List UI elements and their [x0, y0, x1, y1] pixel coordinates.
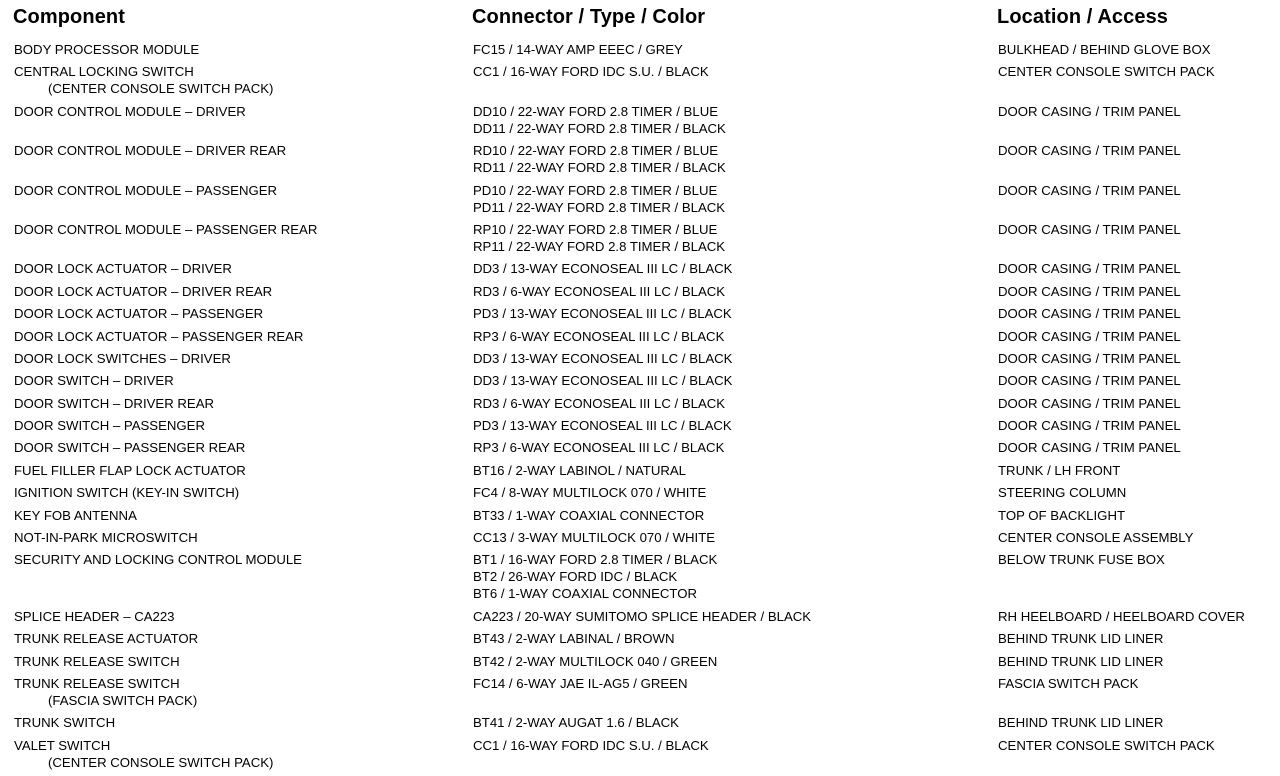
connector-cell: [473, 372, 732, 389]
connector-cell-line: BT41 / 2-WAY AUGAT 1.6 / BLACK: [473, 715, 679, 731]
component-cell: [14, 714, 115, 731]
table-row: [0, 653, 1280, 675]
connector-cell: [473, 63, 709, 80]
table-row: [0, 103, 1280, 142]
connector-cell: [473, 653, 717, 670]
connector-cell: [473, 260, 732, 277]
location-cell: [998, 41, 1211, 58]
table-row: [0, 142, 1280, 181]
table-row: [0, 305, 1280, 327]
connector-cell: [473, 675, 687, 692]
table-row: [0, 221, 1280, 260]
component-cell-line: NOT-IN-PARK MICROSWITCH: [14, 530, 198, 546]
table-row: [0, 372, 1280, 394]
component-cell-line: DOOR LOCK ACTUATOR – PASSENGER REAR: [14, 328, 304, 344]
connector-cell-line: BT42 / 2-WAY MULTILOCK 040 / GREEN: [473, 653, 718, 669]
location-cell-line: DOOR CASING / TRIM PANEL: [998, 328, 1181, 344]
component-cell: [14, 417, 205, 434]
location-cell: [998, 260, 1181, 277]
connector-cell-line: DD3 / 13-WAY ECONOSEAL III LC / BLACK: [473, 350, 733, 366]
location-cell-line: BELOW TRUNK FUSE BOX: [998, 552, 1165, 568]
connector-cell-line: RP3 / 6-WAY ECONOSEAL III LC / BLACK: [473, 328, 725, 344]
location-cell-line: RH HEELBOARD / HEELBOARD COVER: [998, 608, 1245, 624]
location-cell: [998, 737, 1215, 754]
location-cell-line: CENTER CONSOLE ASSEMBLY: [998, 530, 1194, 546]
component-cell-line: (CENTER CONSOLE SWITCH PACK): [48, 81, 274, 97]
connector-cell: [473, 305, 732, 322]
component-cell: [14, 630, 198, 647]
location-cell: [998, 63, 1215, 80]
location-cell: [998, 350, 1181, 367]
table-row: [0, 737, 1280, 776]
component-cell: [14, 551, 302, 568]
table-row: [0, 551, 1280, 607]
component-cell-line: (FASCIA SWITCH PACK): [48, 692, 198, 708]
location-cell: [998, 372, 1181, 389]
location-cell-line: DOOR CASING / TRIM PANEL: [998, 350, 1181, 366]
location-cell-line: CENTER CONSOLE SWITCH PACK: [998, 737, 1215, 753]
component-cell: [14, 63, 273, 97]
component-cell-line: CENTRAL LOCKING SWITCH: [14, 64, 194, 80]
connector-cell-line: FC4 / 8-WAY MULTILOCK 070 / WHITE: [473, 485, 707, 501]
table-row: [0, 350, 1280, 372]
location-cell-line: DOOR CASING / TRIM PANEL: [998, 440, 1181, 456]
location-cell-line: BEHIND TRUNK LID LINER: [998, 715, 1164, 731]
connector-cell-line: FC14 / 6-WAY JAE IL-AG5 / GREEN: [473, 675, 688, 691]
connector-cell: [473, 714, 679, 731]
table-row: [0, 417, 1280, 439]
connector-cell: [473, 462, 686, 479]
component-cell-line: DOOR SWITCH – PASSENGER REAR: [14, 440, 246, 456]
location-cell-line: CENTER CONSOLE SWITCH PACK: [998, 64, 1215, 80]
component-cell: [14, 529, 198, 546]
connector-cell-line: BT6 / 1-WAY COAXIAL CONNECTOR: [473, 586, 697, 602]
connector-cell: [473, 439, 724, 456]
table-row: [0, 283, 1280, 305]
connector-cell-line: DD10 / 22-WAY FORD 2.8 TIMER / BLUE: [473, 103, 719, 119]
component-cell-line: TRUNK RELEASE ACTUATOR: [14, 631, 199, 647]
connector-cell-line: BT1 / 16-WAY FORD 2.8 TIMER / BLACK: [473, 552, 718, 568]
location-cell-line: TRUNK / LH FRONT: [998, 462, 1121, 478]
connector-cell-line: RP3 / 6-WAY ECONOSEAL III LC / BLACK: [473, 440, 725, 456]
connector-cell-line: FC15 / 14-WAY AMP EEEC / GREY: [473, 42, 683, 57]
component-cell: [14, 182, 277, 199]
component-cell-line: DOOR CONTROL MODULE – PASSENGER: [14, 182, 278, 198]
component-cell-line: SECURITY AND LOCKING CONTROL MODULE: [14, 552, 302, 568]
component-cell-line: DOOR CONTROL MODULE – DRIVER: [14, 103, 246, 119]
location-cell: [998, 608, 1245, 625]
connector-cell: [473, 417, 732, 434]
location-cell-line: DOOR CASING / TRIM PANEL: [998, 395, 1181, 411]
component-cell: [14, 608, 175, 625]
component-cell-line: TRUNK RELEASE SWITCH: [14, 653, 180, 669]
header-location: Location / Access: [997, 6, 1169, 28]
location-cell: [998, 182, 1181, 199]
connector-cell: [473, 142, 726, 176]
connector-cell-line: CC13 / 3-WAY MULTILOCK 070 / WHITE: [473, 530, 716, 546]
component-cell-line: IGNITION SWITCH (KEY-IN SWITCH): [14, 485, 240, 501]
location-cell-line: DOOR CASING / TRIM PANEL: [998, 261, 1181, 277]
connector-cell-line: RD3 / 6-WAY ECONOSEAL III LC / BLACK: [473, 395, 726, 411]
location-cell: [998, 529, 1193, 546]
location-cell: [998, 507, 1125, 524]
component-cell-line: DOOR LOCK ACTUATOR – PASSENGER: [14, 306, 264, 322]
table-row: [0, 41, 1280, 63]
connector-cell: [473, 221, 725, 255]
location-cell: [998, 283, 1181, 300]
connector-cell: [473, 103, 726, 137]
component-cell-line: DOOR LOCK SWITCHES – DRIVER: [14, 350, 231, 366]
component-cell: [14, 439, 245, 456]
location-cell-line: BEHIND TRUNK LID LINER: [998, 653, 1164, 669]
connector-cell-line: BT33 / 1-WAY COAXIAL CONNECTOR: [473, 507, 705, 523]
component-cell: [14, 221, 317, 238]
location-cell: [998, 142, 1181, 159]
connector-cell-line: RP11 / 22-WAY FORD 2.8 TIMER / BLACK: [473, 238, 726, 254]
table-row: [0, 675, 1280, 714]
location-cell-line: DOOR CASING / TRIM PANEL: [998, 418, 1181, 434]
component-cell-line: DOOR SWITCH – DRIVER REAR: [14, 395, 215, 411]
connector-cell: [473, 182, 725, 216]
component-cell: [14, 395, 214, 412]
component-cell-line: BODY PROCESSOR MODULE: [14, 42, 200, 57]
component-cell-line: KEY FOB ANTENNA: [14, 507, 137, 523]
location-cell: [998, 395, 1181, 412]
connector-cell-line: RD3 / 6-WAY ECONOSEAL III LC / BLACK: [473, 283, 726, 299]
component-cell-line: DOOR SWITCH – PASSENGER: [14, 418, 205, 434]
component-cell-line: FUEL FILLER FLAP LOCK ACTUATOR: [14, 462, 246, 478]
component-cell-line: DOOR CONTROL MODULE – DRIVER REAR: [14, 143, 287, 159]
location-cell-line: DOOR CASING / TRIM PANEL: [998, 306, 1181, 322]
table-row: [0, 63, 1280, 102]
connector-cell-line: PD10 / 22-WAY FORD 2.8 TIMER / BLUE: [473, 182, 718, 198]
component-cell-line: DOOR CONTROL MODULE – PASSENGER REAR: [14, 221, 318, 237]
component-cell: [14, 484, 239, 501]
table-row: [0, 328, 1280, 350]
component-cell: [14, 305, 263, 322]
table-row: [0, 182, 1280, 221]
component-cell: [14, 462, 246, 479]
location-cell: [998, 462, 1120, 479]
connector-cell-line: DD3 / 13-WAY ECONOSEAL III LC / BLACK: [473, 373, 733, 389]
location-cell-line: DOOR CASING / TRIM PANEL: [998, 143, 1181, 159]
connector-cell-line: PD11 / 22-WAY FORD 2.8 TIMER / BLACK: [473, 199, 726, 215]
table-row: [0, 395, 1280, 417]
connector-cell: [473, 507, 704, 524]
table-row: [0, 507, 1280, 529]
table-row: [0, 439, 1280, 461]
connector-cell-line: RP10 / 22-WAY FORD 2.8 TIMER / BLUE: [473, 221, 718, 237]
location-cell: [998, 103, 1181, 120]
connector-cell-line: BT2 / 26-WAY FORD IDC / BLACK: [473, 569, 678, 585]
component-cell: [14, 653, 180, 670]
table-row: [0, 484, 1280, 506]
component-cell: [14, 260, 232, 277]
component-cell: [14, 372, 174, 389]
location-cell: [998, 551, 1165, 568]
connector-cell-line: CC1 / 16-WAY FORD IDC S.U. / BLACK: [473, 737, 709, 753]
component-cell-line: TRUNK SWITCH: [14, 715, 116, 731]
connector-cell: [473, 551, 717, 602]
location-cell: [998, 439, 1181, 456]
connector-cell-line: DD11 / 22-WAY FORD 2.8 TIMER / BLACK: [473, 120, 726, 136]
connector-cell: [473, 737, 709, 754]
connector-cell-line: RD11 / 22-WAY FORD 2.8 TIMER / BLACK: [473, 160, 726, 176]
connector-cell-line: PD3 / 13-WAY ECONOSEAL III LC / BLACK: [473, 306, 732, 322]
connector-cell: [473, 41, 683, 58]
location-cell: [998, 417, 1181, 434]
location-cell: [998, 630, 1163, 647]
table-row: [0, 714, 1280, 736]
location-cell: [998, 221, 1181, 238]
location-cell-line: BULKHEAD / BEHIND GLOVE BOX: [998, 42, 1211, 57]
table-row: [0, 260, 1280, 282]
component-cell: [14, 328, 303, 345]
location-cell: [998, 305, 1181, 322]
location-cell-line: DOOR CASING / TRIM PANEL: [998, 373, 1181, 389]
connector-cell: [473, 529, 715, 546]
table-row: [0, 462, 1280, 484]
component-cell: [14, 350, 231, 367]
connector-cell: [473, 283, 725, 300]
location-cell: [998, 328, 1181, 345]
connector-cell-line: DD3 / 13-WAY ECONOSEAL III LC / BLACK: [473, 261, 733, 277]
location-cell: [998, 653, 1163, 670]
connector-cell-line: BT43 / 2-WAY LABINAL / BROWN: [473, 631, 675, 647]
table-row: [0, 529, 1280, 551]
component-cell: [14, 142, 286, 159]
connector-cell: [473, 328, 724, 345]
component-cell-line: DOOR LOCK ACTUATOR – DRIVER REAR: [14, 283, 273, 299]
component-cell: [14, 283, 272, 300]
component-cell: [14, 103, 246, 120]
component-cell-line: VALET SWITCH: [14, 737, 111, 753]
header-component: Component: [13, 6, 125, 28]
location-cell-line: STEERING COLUMN: [998, 485, 1127, 501]
location-cell: [998, 675, 1138, 692]
location-cell: [998, 714, 1163, 731]
location-cell-line: DOOR CASING / TRIM PANEL: [998, 221, 1181, 237]
connector-cell-line: CC1 / 16-WAY FORD IDC S.U. / BLACK: [473, 64, 709, 80]
connector-cell: [473, 350, 732, 367]
component-cell-line: DOOR LOCK ACTUATOR – DRIVER: [14, 261, 232, 277]
component-cell: [14, 675, 197, 709]
component-cell-line: DOOR SWITCH – DRIVER: [14, 373, 174, 389]
location-cell-line: DOOR CASING / TRIM PANEL: [998, 103, 1181, 119]
location-cell-line: BEHIND TRUNK LID LINER: [998, 631, 1164, 647]
component-table: [0, 41, 1280, 776]
connector-cell: [473, 395, 725, 412]
connector-cell: [473, 630, 675, 647]
location-cell-line: DOOR CASING / TRIM PANEL: [998, 182, 1181, 198]
location-cell-line: TOP OF BACKLIGHT: [998, 507, 1126, 523]
location-cell-line: FASCIA SWITCH PACK: [998, 675, 1139, 691]
component-cell-line: SPLICE HEADER – CA223: [14, 608, 175, 624]
connector-cell: [473, 484, 706, 501]
header-connector: Connector / Type / Color: [472, 6, 706, 28]
connector-cell-line: BT16 / 2-WAY LABINOL / NATURAL: [473, 462, 687, 478]
component-cell-line: TRUNK RELEASE SWITCH: [14, 675, 180, 691]
location-cell: [998, 484, 1126, 501]
table-row: [0, 630, 1280, 652]
component-cell: [14, 507, 137, 524]
connector-cell: [473, 608, 811, 625]
component-cell-line: (CENTER CONSOLE SWITCH PACK): [48, 754, 274, 770]
table-row: [0, 608, 1280, 630]
location-cell-line: DOOR CASING / TRIM PANEL: [998, 283, 1181, 299]
connector-cell-line: CA223 / 20-WAY SUMITOMO SPLICE HEADER / BLACK: [473, 608, 812, 624]
connector-cell-line: PD3 / 13-WAY ECONOSEAL III LC / BLACK: [473, 418, 732, 434]
component-cell: [14, 41, 199, 58]
connector-cell-line: RD10 / 22-WAY FORD 2.8 TIMER / BLUE: [473, 143, 719, 159]
